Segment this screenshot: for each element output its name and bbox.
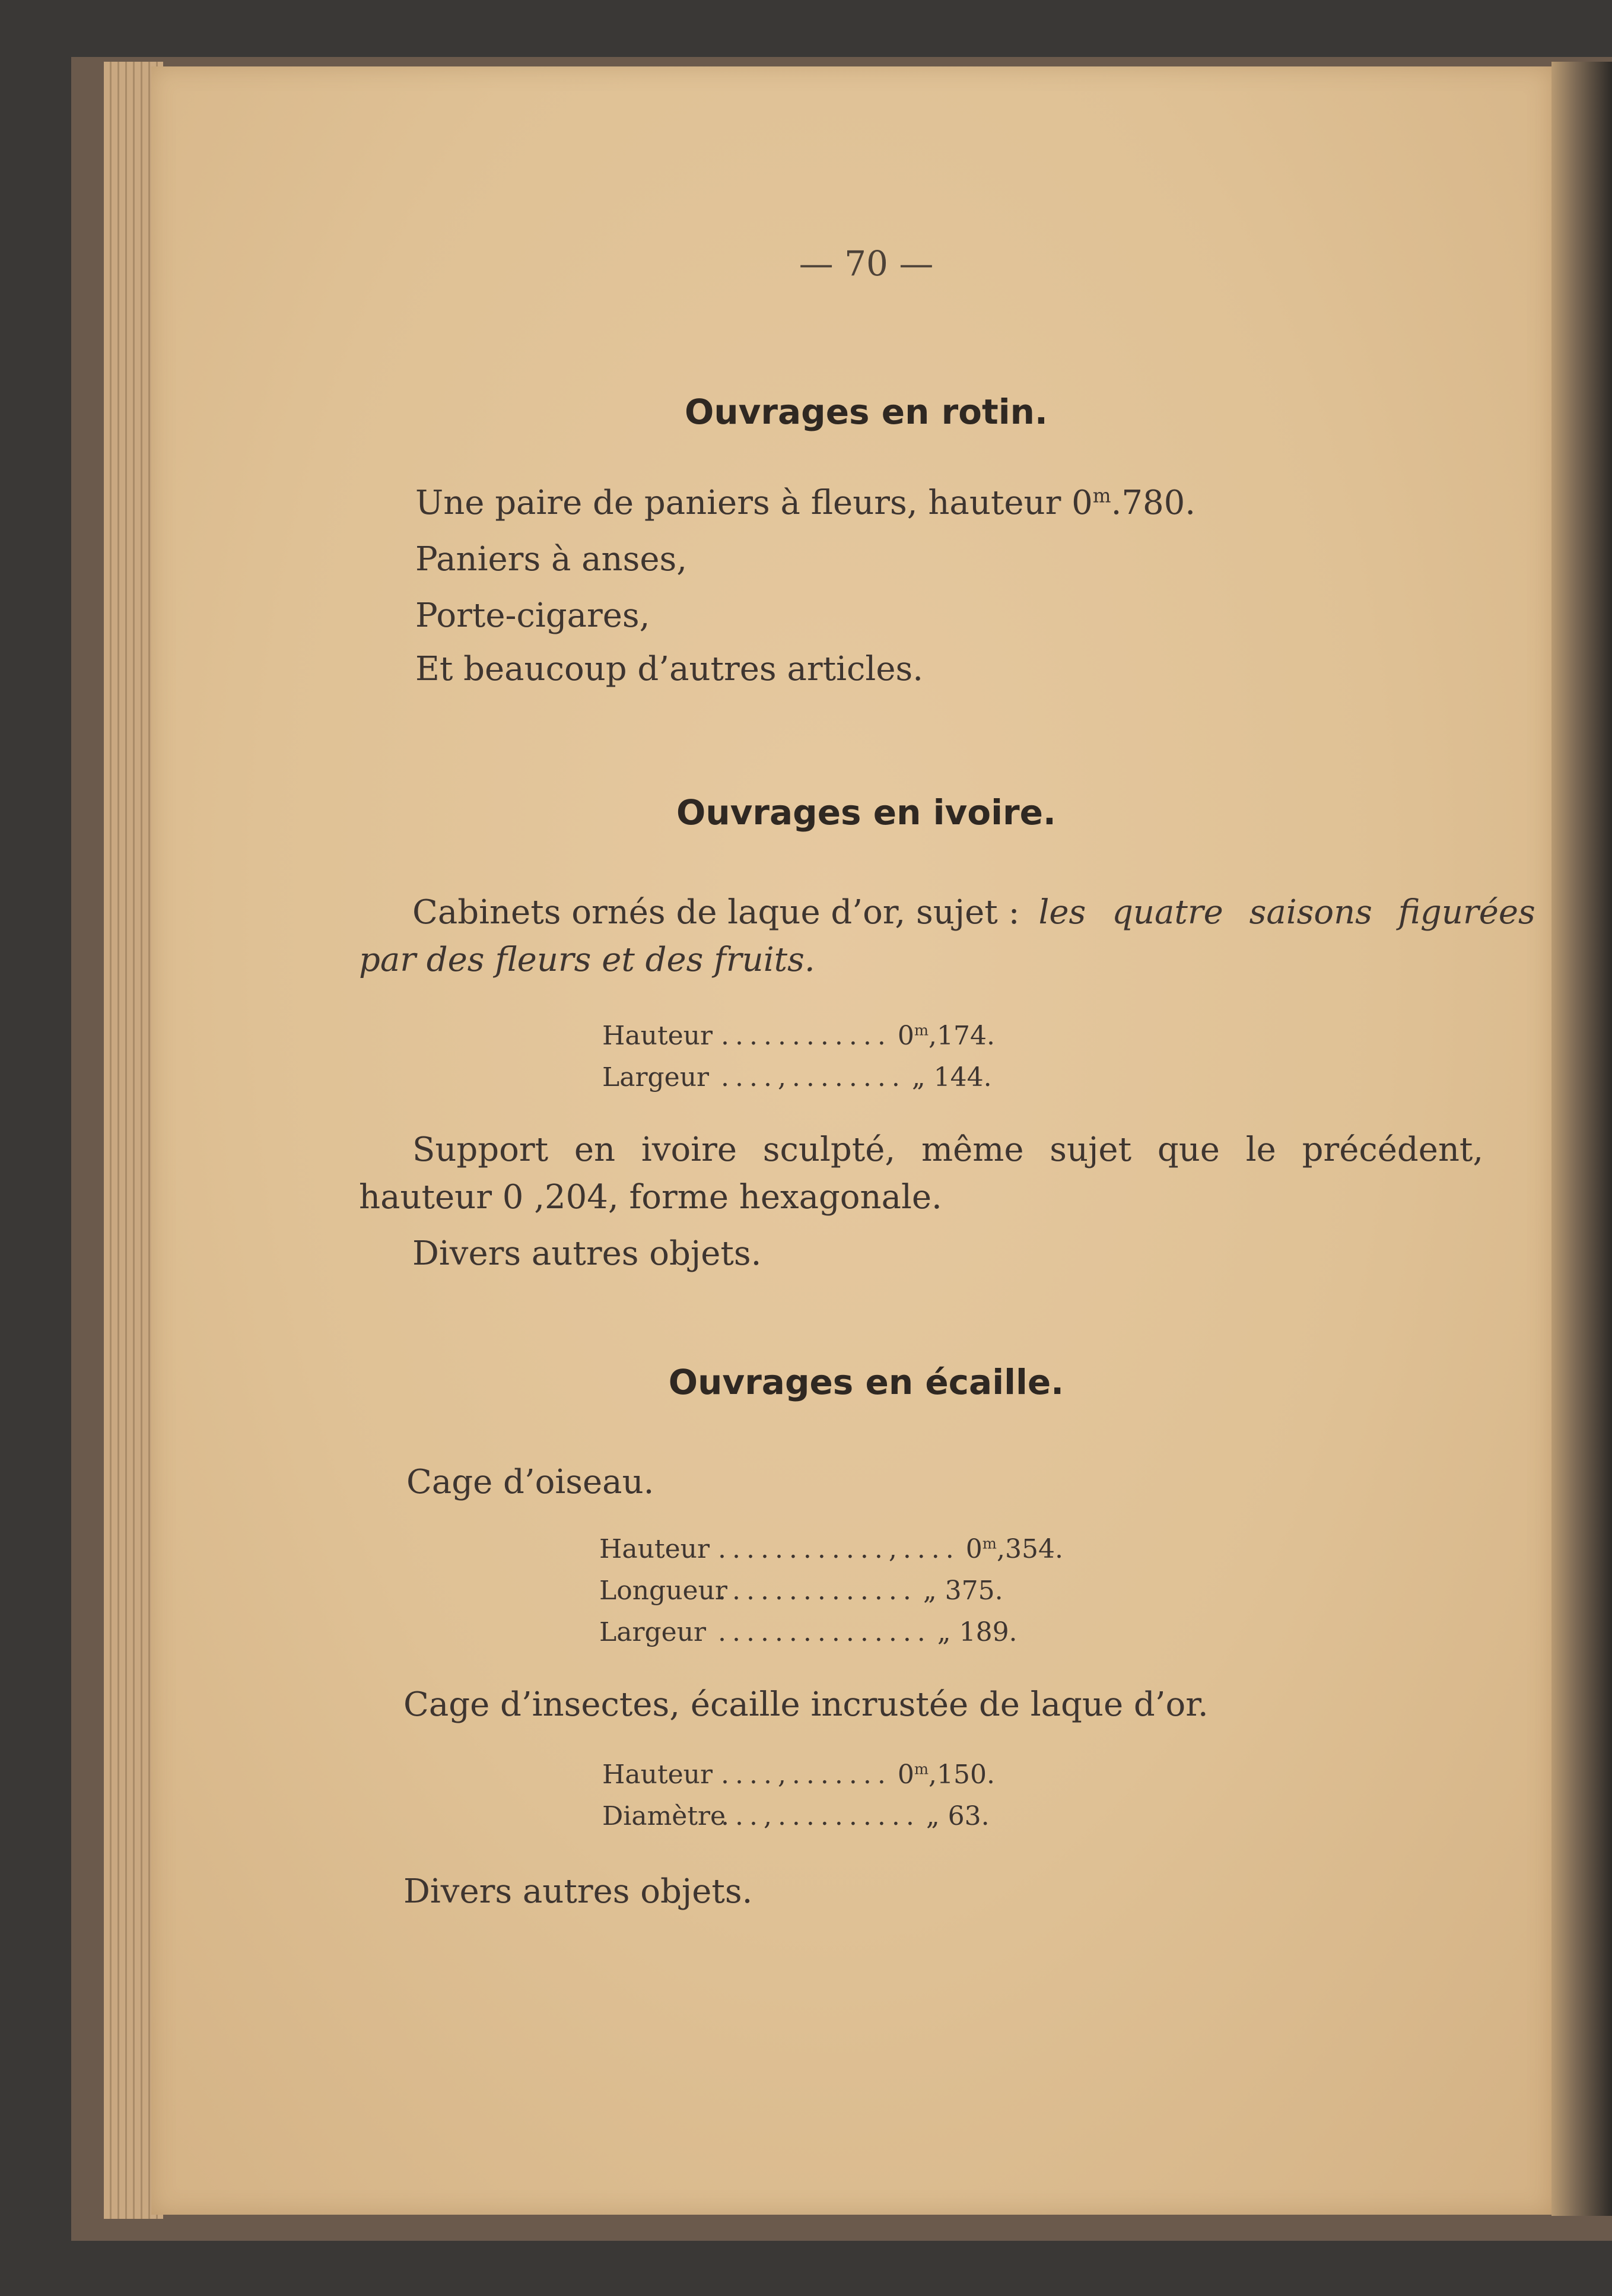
- ecaille-divers: Divers autres objets.: [403, 1872, 753, 1911]
- dimension-label: Largeur: [599, 1617, 707, 1647]
- dimension-label: Hauteur: [599, 1534, 710, 1564]
- dimension-label: Hauteur: [602, 1760, 713, 1790]
- ivoire-cabinets-lead: Cabinets ornés de laque d’or, sujet :: [412, 893, 1020, 932]
- ivoire-cabinets-italic-2: par des fleurs et des fruits.: [359, 941, 815, 979]
- dimension-dots: ............,....: [718, 1534, 960, 1564]
- rotin-line-2: Paniers à anses,: [415, 540, 688, 579]
- ivoire-cabinets-italic-1: les quatre saisons figurées: [1038, 893, 1535, 932]
- dimension-value: 0$^m$,354.: [965, 1534, 1063, 1564]
- ecaille-insectes-diametre: [602, 1801, 990, 1831]
- page-number: — 70 —: [799, 243, 934, 284]
- ivoire-support-line-1: Support en ivoire sculpté, même sujet que le précédent,: [412, 1130, 1484, 1169]
- dimension-dots: ....,.......: [721, 1760, 892, 1790]
- section-title-ivoire: Ouvrages en ivoire.: [676, 792, 1056, 833]
- ivoire-dimension-largeur: [602, 1062, 992, 1093]
- dimension-dots: ....,........: [721, 1062, 906, 1093]
- dimension-value: „ 375.: [923, 1576, 1003, 1606]
- dimension-value: „ 144.: [911, 1062, 992, 1093]
- ecaille-cage-oiseau: Cage d’oiseau.: [406, 1463, 654, 1501]
- dimension-label: Diamètre: [602, 1801, 726, 1831]
- dimension-label: Largeur: [602, 1062, 710, 1093]
- dimension-value: „ 63.: [926, 1801, 990, 1831]
- rotin-line-1-text: Une paire de paniers à fleurs, hauteur 0: [415, 484, 1093, 522]
- ecaille-oiseau-hauteur: [599, 1534, 1063, 1564]
- ecaille-cage-insectes: Cage d’insectes, écaille incrustée de laque d’or.: [403, 1685, 1209, 1724]
- ecaille-insectes-hauteur: [602, 1760, 995, 1790]
- rotin-line-4: Et beaucoup d’autres articles.: [415, 650, 923, 688]
- dimension-value: „ 189.: [937, 1617, 1018, 1647]
- ecaille-oiseau-longueur: [599, 1576, 1003, 1606]
- rotin-line-1-exponent: m: [1092, 484, 1111, 507]
- ivoire-divers: Divers autres objets.: [412, 1234, 762, 1273]
- dimension-label: Hauteur: [602, 1021, 713, 1051]
- dimension-value: 0$^m$,150.: [897, 1760, 996, 1790]
- dimension-dots: ...,..........: [721, 1801, 920, 1831]
- dimension-label: Longueur: [599, 1576, 727, 1606]
- section-title-rotin: Ouvrages en rotin.: [685, 392, 1048, 432]
- rotin-line-1-end: .780.: [1111, 484, 1196, 522]
- section-title-ecaille: Ouvrages en écaille.: [668, 1362, 1064, 1402]
- dimension-dots: ..............: [718, 1576, 917, 1606]
- book-gutter: [1551, 62, 1612, 2216]
- ecaille-oiseau-largeur: [599, 1617, 1018, 1647]
- dimension-dots: ...............: [718, 1617, 931, 1647]
- ivoire-support-line-2: hauteur 0 ,204, forme hexagonale.: [359, 1178, 942, 1217]
- ivoire-cabinets-line-1: [412, 893, 1535, 932]
- ivoire-dimension-hauteur: [602, 1021, 995, 1051]
- rotin-line-1: [415, 484, 1196, 522]
- dimension-dots: ............: [721, 1021, 892, 1051]
- dimension-value: 0$^m$,174.: [897, 1021, 996, 1051]
- rotin-line-3: Porte-cigares,: [415, 596, 650, 635]
